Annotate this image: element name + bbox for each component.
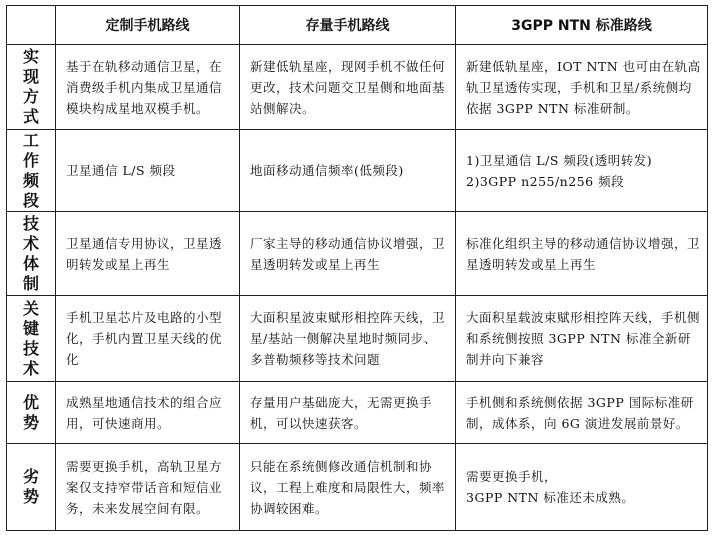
table-row <box>7 212 708 296</box>
row-label-key-technology: 关键技术 <box>7 296 56 382</box>
header-custom-phone: 定制手机路线 <box>56 6 240 45</box>
row-label-disadvantages: 劣势 <box>7 444 56 531</box>
table-cell: 存量用户基础庞大，无需更换手机，可以快速获客。 <box>240 382 456 444</box>
row-label-advantages: 优势 <box>7 382 56 444</box>
comparison-table <box>6 5 708 531</box>
table-cell: 厂家主导的移动通信协议增强，卫星透明转发或星上再生 <box>240 212 456 296</box>
header-3gpp-ntn: 3GPP NTN 标准路线 <box>456 6 708 45</box>
table-cell: 卫星通信 L/S 频段 <box>56 130 240 212</box>
table-cell: 标准化组织主导的移动通信协议增强，卫星透明转发或星上再生 <box>456 212 708 296</box>
table-cell: 手机侧和系统侧依据 3GPP 国际标准研制，成体系，向 6G 演进发展前景好。 <box>456 382 708 444</box>
header-row <box>7 6 708 45</box>
table-row <box>7 45 708 130</box>
table-cell: 1)卫星通信 L/S 频段(透明转发) 2)3GPP n255/n256 频段 <box>456 130 708 212</box>
row-label-frequency-band: 工作频段 <box>7 130 56 212</box>
comparison-table-container <box>6 5 708 531</box>
table-cell: 手机卫星芯片及电路的小型化，手机内置卫星天线的优化 <box>56 296 240 382</box>
table-cell: 新建低轨星座，IOT NTN 也可由在轨高轨卫星透传实现，手机和卫星/系统侧均依据 3GPP NTN 标准研制。 <box>456 45 708 130</box>
row-label-technical-system: 技术体制 <box>7 212 56 296</box>
table-row <box>7 130 708 212</box>
table-cell: 需要更换手机， 3GPP NTN 标准还未成熟。 <box>456 444 708 531</box>
table-cell: 成熟星地通信技术的组合应用，可快速商用。 <box>56 382 240 444</box>
table-cell: 大面积星波束赋形相控阵天线，卫星/基站一侧解决星地时频同步、多普勒频移等技术问题 <box>240 296 456 382</box>
table-row <box>7 296 708 382</box>
table-cell: 卫星通信专用协议，卫星透明转发或星上再生 <box>56 212 240 296</box>
table-cell: 基于在轨移动通信卫星，在消费级手机内集成卫星通信模块构成星地双模手机。 <box>56 45 240 130</box>
table-row <box>7 444 708 531</box>
table-cell: 大面积星载波束赋形相控阵天线，手机侧和系统侧按照 3GPP NTN 标准全新研制并向下兼容 <box>456 296 708 382</box>
table-cell: 需要更换手机，高轨卫星方案仅支持窄带话音和短信业务，未来发展空间有限。 <box>56 444 240 531</box>
table-cell: 地面移动通信频率(低频段) <box>240 130 456 212</box>
header-existing-phone: 存量手机路线 <box>240 6 456 45</box>
table-cell: 新建低轨星座，现网手机不做任何更改，技术问题交卫星侧和地面基站侧解决。 <box>240 45 456 130</box>
table-row <box>7 382 708 444</box>
corner-cell <box>7 6 56 45</box>
row-label-implementation: 实现方式 <box>7 45 56 130</box>
table-cell: 只能在系统侧修改通信机制和协议，工程上难度和局限性大，频率协调较困难。 <box>240 444 456 531</box>
